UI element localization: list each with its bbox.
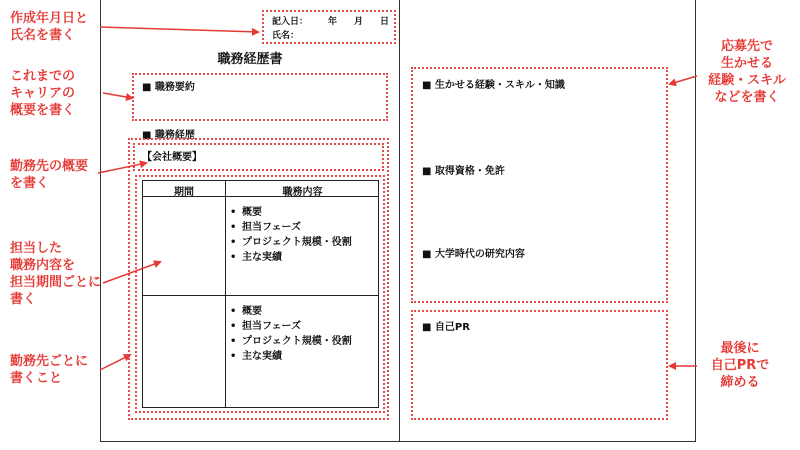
annotation-line: 勤務先ごとに	[10, 354, 89, 369]
document-title: 職務経歴書	[217, 52, 283, 67]
work-history-heading: ■ 職務経歴	[142, 130, 195, 141]
annotation-line: 担当した	[10, 241, 63, 256]
list-item: • 担当フェーズ	[230, 220, 352, 235]
arrow-company	[98, 163, 146, 173]
annotation-line: 氏名を書く	[10, 28, 76, 43]
annotation-line: 勤務先の概要	[10, 159, 89, 174]
licenses-heading: ■ 取得資格・免許	[422, 166, 505, 177]
annotation-line: を書く	[10, 176, 50, 191]
annotation-line: 職務内容を	[10, 258, 76, 273]
list-item: • 担当フェーズ	[230, 319, 352, 334]
list-item: • 概要	[230, 205, 352, 220]
list-item: • 概要	[230, 304, 352, 319]
annotation-line: 概要を書く	[10, 103, 76, 118]
company-overview-label: 【会社概要】	[142, 152, 202, 163]
skills-heading: ■ 生かせる経験・スキル・知識	[422, 80, 565, 91]
list-item: • 主な実績	[230, 349, 352, 364]
annotation-line: 締める	[720, 375, 760, 390]
year-label: 年	[328, 17, 338, 27]
list-item: • 主な実績	[230, 250, 352, 265]
arrow-career	[103, 93, 132, 98]
annotation-line: 担当期間ごとに	[10, 275, 102, 290]
career-summary-heading: ■ 職務要約	[142, 82, 195, 93]
annotation-line: 経験・スキル	[708, 73, 786, 88]
name-label: 氏名：	[272, 31, 300, 41]
table-header-content: 職務内容	[282, 187, 323, 198]
arrow-per-employer	[100, 355, 130, 370]
annotation-line: これまでの	[10, 69, 76, 84]
annotation-line: 作成年月日と	[10, 11, 89, 26]
annotation-line: などを書く	[714, 90, 780, 105]
self-pr-heading: ■ 自己PR	[422, 322, 470, 333]
annotation-line: 書く	[10, 292, 37, 307]
annotation-line: キャリアの	[10, 86, 76, 101]
arrow-skills	[670, 76, 697, 84]
research-heading: ■ 大学時代の研究内容	[422, 249, 525, 260]
record-date-label: 記入日：	[272, 17, 309, 27]
annotation-line: 生かせる	[720, 56, 773, 71]
arrow-duties	[103, 262, 160, 283]
list-item: • プロジェクト規模・役割	[230, 334, 352, 349]
table-header-period: 期間	[174, 187, 194, 198]
annotation-line: 書くこと	[10, 371, 63, 386]
annotation-line: 最後に	[720, 341, 760, 356]
annotation-line: 自己PRで	[710, 358, 770, 373]
list-item: • プロジェクト規模・役割	[230, 235, 352, 250]
arrow-date-name	[100, 27, 258, 32]
day-label: 日	[380, 17, 390, 27]
annotation-line: 応募先で	[720, 39, 773, 54]
month-label: 月	[354, 17, 364, 27]
